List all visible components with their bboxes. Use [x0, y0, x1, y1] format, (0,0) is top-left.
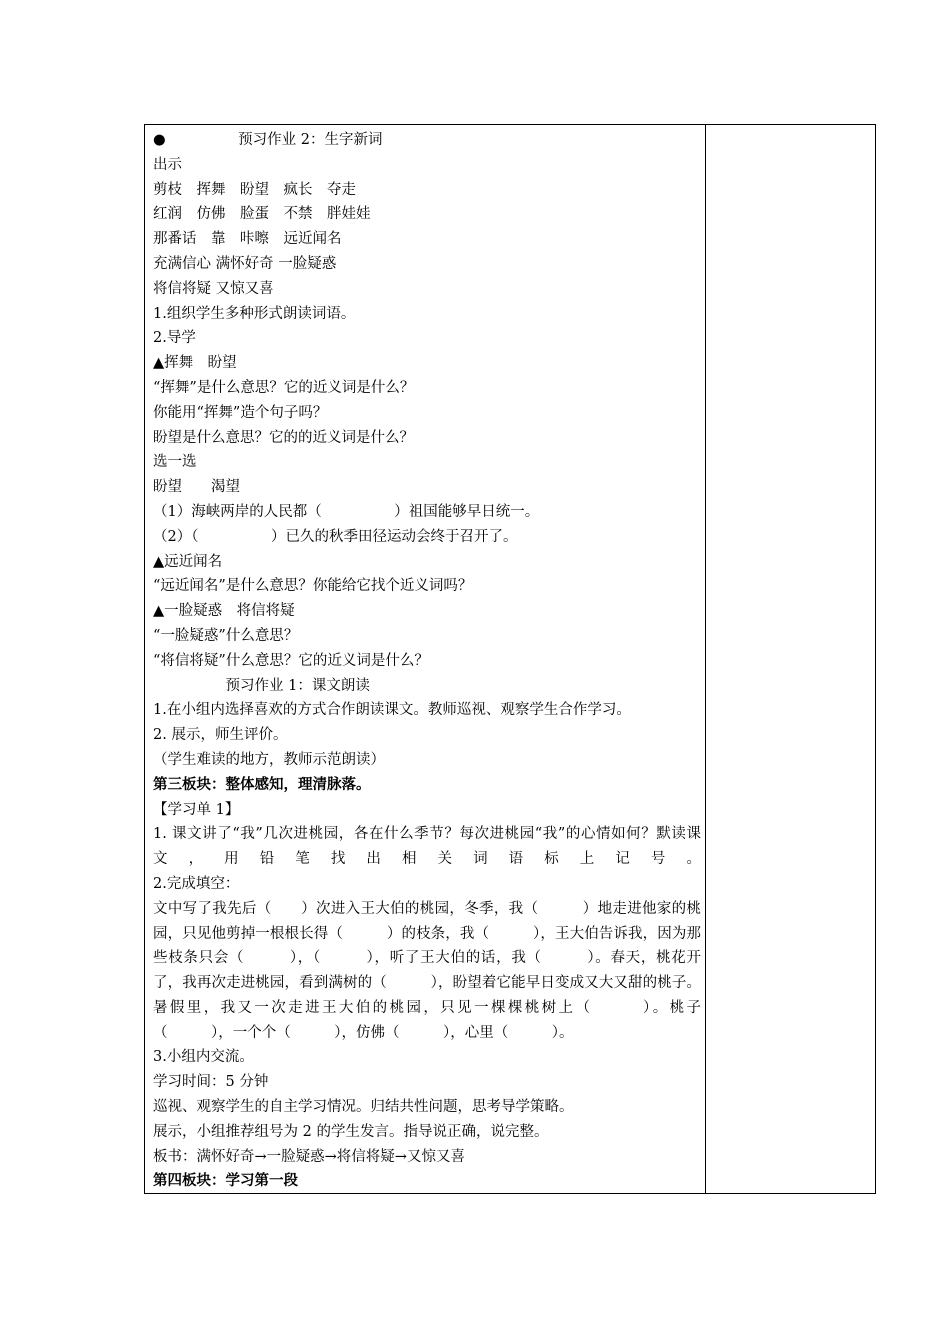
text-line: 学习时间：5 分钟 — [153, 1074, 269, 1091]
text-line: ● 预习作业 2：生字新词 — [153, 132, 383, 148]
text-line: ▲挥舞 盼望 — [153, 355, 237, 372]
text-line: 出示 — [153, 156, 182, 173]
text-line: “挥舞”是什么意思？它的近义词是什么？ — [153, 379, 415, 396]
text-line: 盼望 渴望 — [153, 479, 240, 496]
text-line: “远近闻名”是什么意思？你能给它找个近义词吗？ — [153, 578, 473, 595]
text-line: 预习作业 1：课文朗读 — [153, 677, 370, 694]
task-question-paragraph: 1. 课文讲了“我”几次进桃园，各在什么季节？每次进桃园“我”的心情如何？默读课文，用铅笔找出相关词语标上记号。 — [153, 826, 701, 868]
text-line: 3.小组内交流。 — [153, 1049, 254, 1066]
text-line: 红润 仿佛 脸蛋 不禁 胖娃娃 — [153, 206, 371, 223]
text-line: 【学习单 1】 — [153, 801, 240, 818]
text-line: ▲一脸疑惑 将信将疑 — [153, 603, 295, 620]
text-line: 你能用“挥舞”造个句子吗？ — [153, 404, 328, 421]
content-cell — [153, 128, 701, 1194]
text-line: 展示，小组推荐组号为 2 的学生发言。指导说正确，说完整。 — [153, 1123, 549, 1140]
text-line: （学生难读的地方，教师示范朗读） — [153, 751, 385, 768]
section-heading: 第四板块：学习第一段 — [153, 1172, 298, 1190]
text-line: ▲远近闻名 — [153, 553, 223, 570]
text-line: 充满信心 满怀好奇 一脸疑惑 — [153, 255, 337, 272]
text-line: （1）海峡两岸的人民都（ ）祖国能够早日统一。 — [153, 503, 540, 520]
text-line: 巡视、观察学生的自主学习情况。归结共性问题，思考导学策略。 — [153, 1099, 574, 1116]
fill-blank-heading: 2.完成填空： — [153, 875, 240, 892]
fill-blank-paragraph: 文中写了我先后（ ）次进入王大伯的桃园，冬季，我（ ）地走进他家的桃园，只见他剪掉一根根长得（ ）的枝条，我（ ），王大伯告诉我，因为那些枝条只会（ ），（ ），听了王大伯的话，我（ ）。春天，桃花开了，我再次走进桃园，看到满树的（ ），盼望着它能早日变成又大又甜的桃子。暑假里，我又一次走进王大伯的桃园，只见一棵棵桃树上（ ）。桃子（ ），一个个（ ），仿佛（ ），心里（ ）。 — [153, 900, 701, 1041]
lesson-plan-table — [144, 124, 876, 1194]
text-line: “一脸疑惑”什么意思？ — [153, 627, 299, 644]
section-heading: 第三板块：整体感知，理清脉落。 — [153, 775, 371, 793]
text-line: 2.导学 — [153, 330, 196, 347]
text-line: 盼望是什么意思？它的的近义词是什么？ — [153, 429, 414, 446]
text-line: 1.在小组内选择喜欢的方式合作朗读课文。教师巡视、观察学生合作学习。 — [153, 702, 631, 719]
text-line: （2）（ ）已久的秋季田径运动会终于召开了。 — [153, 528, 518, 545]
text-line: 选一选 — [153, 454, 197, 471]
column-divider — [705, 125, 706, 1193]
text-line: 1.组织学生多种形式朗读词语。 — [153, 305, 356, 322]
text-line: 2. 展示，师生评价。 — [153, 727, 288, 744]
text-line: 剪枝 挥舞 盼望 疯长 夺走 — [153, 181, 356, 198]
text-line: 那番话 靠 咔嚓 远近闻名 — [153, 231, 342, 248]
text-line: 板书：满怀好奇→一脸疑惑→将信将疑→又惊又喜 — [153, 1148, 465, 1165]
content-lines-bottom — [153, 1045, 701, 1194]
content-lines-top — [153, 128, 701, 822]
text-line: “将信将疑”什么意思？它的近义词是什么？ — [153, 652, 429, 669]
text-line: 将信将疑 又惊又喜 — [153, 280, 274, 297]
